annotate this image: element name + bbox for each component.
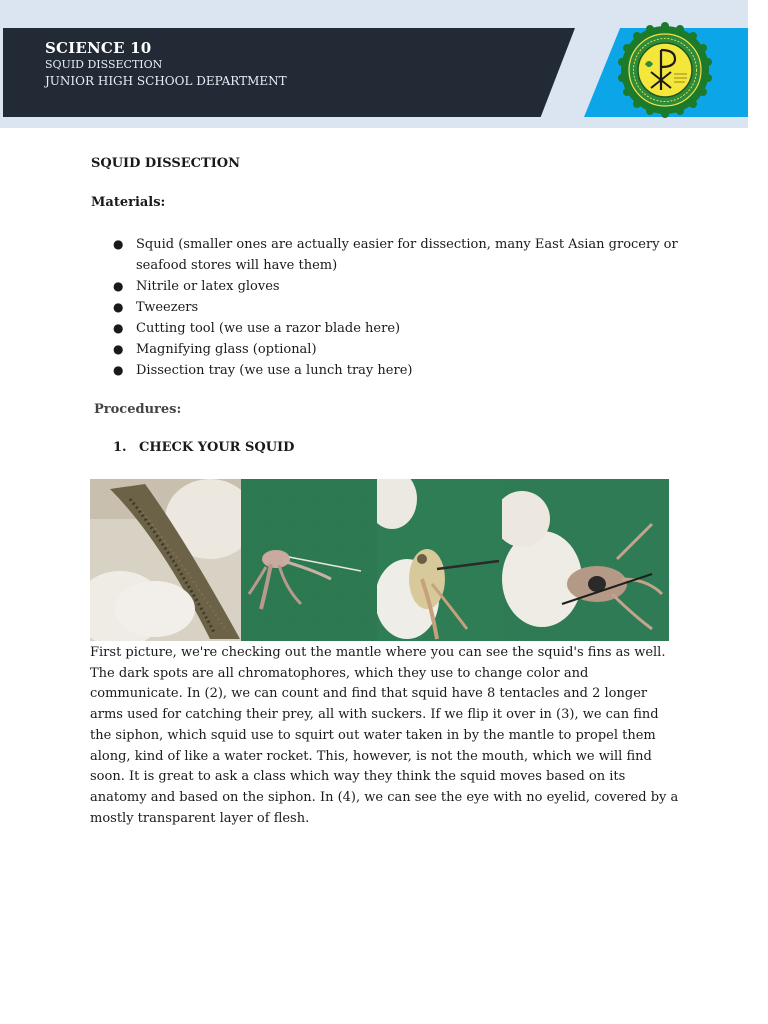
bullet-icon: ●: [113, 279, 124, 293]
list-item: [91, 297, 681, 318]
squid-tentacles-photo: [241, 479, 377, 641]
squid-siphon-photo: [377, 479, 502, 641]
bullet-icon: ●: [113, 342, 124, 356]
procedure-paragraph: First picture, we're checking out the mantle where you can see the squid's fins as well. The dark spots are all chromatophores, which they use to change color and communicate. In (2), we can count and find that squid have 8 tentacles and 2 longer arms used for catching their prey, all with suckers. If we flip it over in (3), we can find the siphon, which squid use to squirt out water taken in by the mantle to propel them along, kind of like a water rocket. This, however, is not the mouth, which we will find soon. It is great to ask a class which way they think the squid moves based on its anatomy and based on the siphon. In (4), we can see the eye with no eyelid, covered by a mostly transparent layer of flesh.: [90, 645, 679, 826]
procedures-heading: Procedures:: [94, 402, 182, 417]
step-heading: [113, 440, 294, 455]
header-department: JUNIOR HIGH SCHOOL DEPARTMENT: [45, 74, 287, 88]
bullet-icon: ●: [113, 237, 124, 251]
material-text: Cutting tool (we use a razor blade here): [136, 321, 401, 336]
material-text: Squid (smaller ones are actually easier for dissection, many East Asian grocery or seafood stores will have them): [136, 237, 678, 273]
material-text: Tweezers: [136, 300, 199, 315]
photo-strip: [90, 479, 669, 641]
school-seal-icon: [618, 22, 712, 118]
step-number: 1.: [113, 440, 127, 455]
squid-eye-photo: [502, 479, 669, 641]
header-subtitle: SQUID DISSECTION: [45, 58, 163, 71]
step-title: CHECK YOUR SQUID: [139, 440, 295, 455]
list-item: [91, 339, 681, 360]
list-item: [91, 234, 681, 276]
list-item: [91, 360, 681, 381]
list-item: [91, 276, 681, 297]
bullet-icon: ●: [113, 300, 124, 314]
bullet-icon: ●: [113, 321, 124, 335]
materials-heading: Materials:: [91, 195, 166, 210]
document-title: SQUID DISSECTION: [91, 156, 240, 171]
materials-list: [91, 234, 681, 381]
material-text: Magnifying glass (optional): [136, 342, 317, 357]
material-text: Nitrile or latex gloves: [136, 279, 280, 294]
list-item: [91, 318, 681, 339]
material-text: Dissection tray (we use a lunch tray here): [136, 363, 413, 378]
bullet-icon: ●: [113, 363, 124, 377]
header-title: SCIENCE 10: [45, 39, 152, 57]
squid-mantle-photo: [90, 479, 241, 641]
